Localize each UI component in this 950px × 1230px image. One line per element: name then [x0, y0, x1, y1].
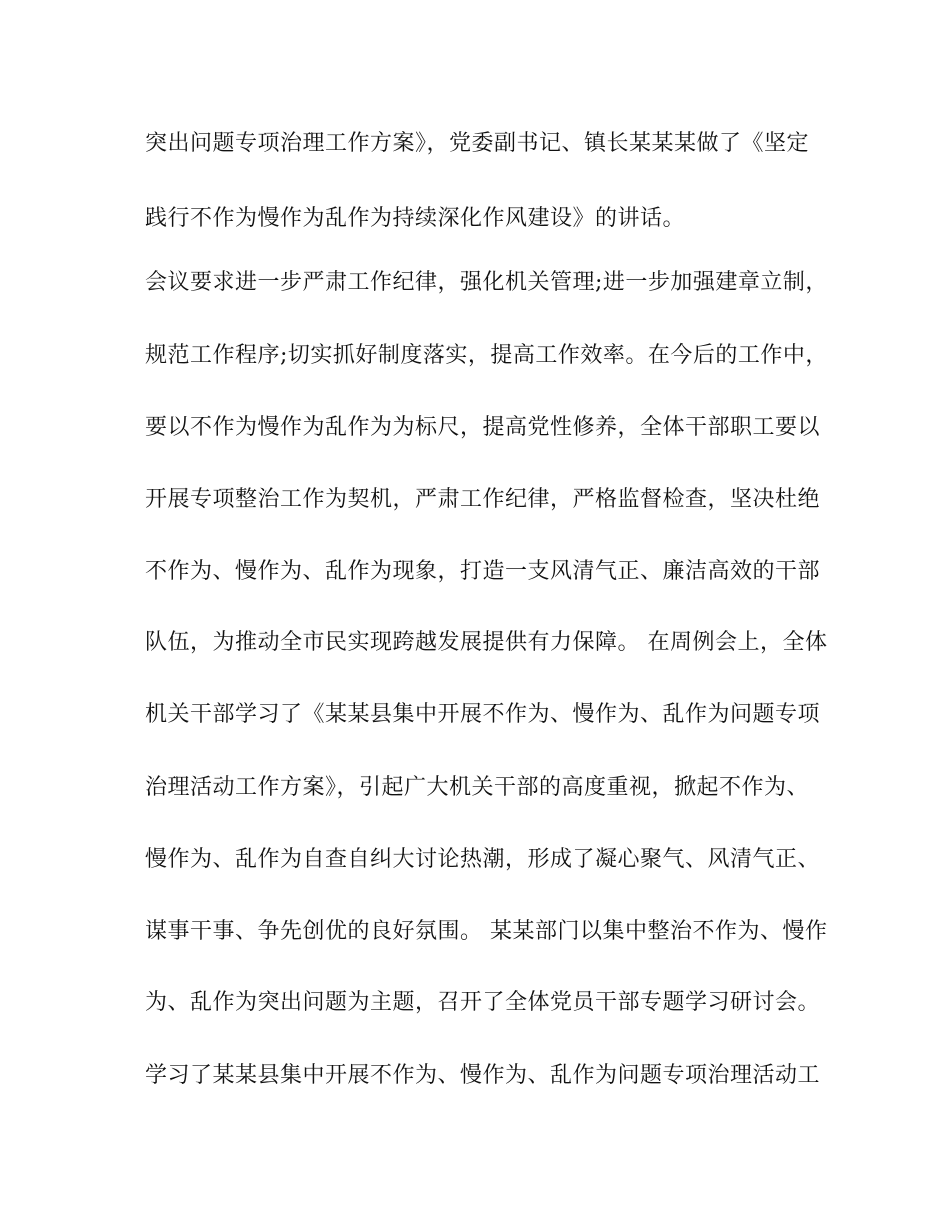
- text-line: 治理活动工作方案》，引起广大机关干部的高度重视，掀起不作为、: [145, 775, 810, 800]
- text-line: 会议要求进一步严肃工作纪律，强化机关管理;进一步加强建章立制，: [145, 270, 828, 295]
- text-line: 学习了某某县集中开展不作为、慢作为、乱作为问题专项治理活动工: [145, 1063, 821, 1088]
- text-line: 开展专项整治工作为契机，严肃工作纪律，严格监督检查，坚决杜绝: [145, 487, 821, 512]
- text-line: 不作为、慢作为、乱作为现象，打造一支风清气正、廉洁高效的干部: [145, 559, 821, 584]
- text-line: 规范工作程序;切实抓好制度落实，提高工作效率。在今后的工作中，: [145, 343, 828, 368]
- text-line: 要以不作为慢作为乱作为为标尺，提高党性修养，全体干部职工要以: [145, 415, 821, 440]
- text-line: 突出问题专项治理工作方案》，党委副书记、镇长某某某做了《坚定: [145, 131, 810, 156]
- text-line: 践行不作为慢作为乱作为持续深化作风建设》的讲话。: [145, 206, 686, 231]
- text-line: 慢作为、乱作为自查自纠大讨论热潮，形成了凝心聚气、风清气正、: [145, 847, 821, 872]
- text-line: 队伍，为推动全市民实现跨越发展提供有力保障。 在周例会上，全体: [145, 630, 828, 655]
- text-line: 机关干部学习了《某某县集中开展不作为、慢作为、乱作为问题专项: [145, 702, 821, 727]
- text-line: 为、乱作为突出问题为主题，召开了全体党员干部专题学习研讨会。: [145, 990, 821, 1015]
- text-line: 谋事干事、争先创优的良好氛围。 某某部门以集中整治不作为、慢作: [145, 919, 828, 944]
